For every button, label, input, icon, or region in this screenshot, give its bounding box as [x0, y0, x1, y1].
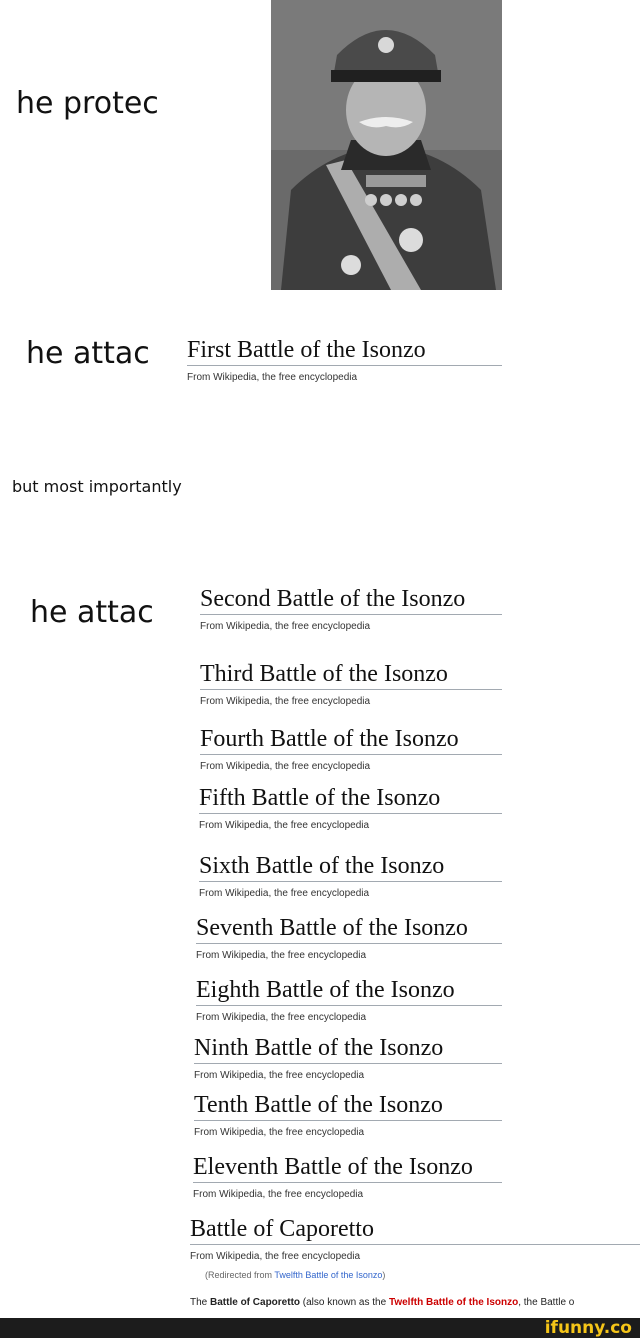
article-subtitle: From Wikipedia, the free encyclopedia — [194, 1127, 365, 1138]
article-entry — [196, 914, 502, 961]
article-entry — [200, 585, 502, 632]
article-subtitle: From Wikipedia, the free encyclopedia — [196, 950, 367, 961]
article-entry — [196, 976, 502, 1023]
article-subtitle: From Wikipedia, the free encyclopedia — [196, 1012, 367, 1023]
title-underline — [196, 1005, 502, 1006]
article-entry — [193, 1153, 502, 1200]
summary-text: (also known as the — [300, 1297, 389, 1308]
article-subtitle: From Wikipedia, the free encyclopedia — [187, 372, 358, 383]
general-portrait-illustration — [271, 0, 502, 290]
article-subtitle: From Wikipedia, the free encyclopedia — [199, 820, 370, 831]
title-underline — [200, 689, 502, 690]
article-entry — [194, 1091, 502, 1138]
title-underline — [199, 813, 502, 814]
article-title[interactable]: Tenth Battle of the Isonzo — [194, 1092, 443, 1118]
article-subtitle: From Wikipedia, the free encyclopedia — [194, 1070, 365, 1081]
article-subtitle: From Wikipedia, the free encyclopedia — [200, 621, 371, 632]
article-entry — [200, 660, 502, 707]
article-title[interactable]: Sixth Battle of the Isonzo — [199, 853, 445, 879]
article-entry — [199, 852, 502, 899]
caption-he-protec: he protec — [16, 86, 159, 121]
article-subtitle: From Wikipedia, the free encyclopedia — [193, 1189, 364, 1200]
article-title[interactable]: Eleventh Battle of the Isonzo — [193, 1154, 473, 1180]
article-title[interactable]: Seventh Battle of the Isonzo — [196, 915, 468, 941]
title-underline — [190, 1244, 640, 1245]
redirect-link[interactable]: Twelfth Battle of the Isonzo — [274, 1270, 383, 1280]
article-title[interactable]: Third Battle of the Isonzo — [200, 661, 448, 687]
article-subtitle: From Wikipedia, the free encyclopedia — [190, 1251, 361, 1262]
article-entry — [187, 336, 502, 383]
article-subtitle: From Wikipedia, the free encyclopedia — [199, 888, 370, 899]
title-underline — [187, 365, 502, 366]
article-subtitle: From Wikipedia, the free encyclopedia — [200, 696, 371, 707]
summary-text: , the Battle o — [518, 1297, 575, 1308]
ifunny-logo: ifunny.co — [544, 1318, 632, 1338]
watermark-bar — [0, 1318, 640, 1338]
title-underline — [200, 614, 502, 615]
article-title[interactable]: Eighth Battle of the Isonzo — [196, 977, 455, 1003]
title-underline — [194, 1063, 502, 1064]
article-entry — [194, 1034, 502, 1081]
article-title[interactable]: Fifth Battle of the Isonzo — [199, 785, 441, 811]
article-entry — [190, 1215, 640, 1262]
article-title[interactable]: First Battle of the Isonzo — [187, 337, 426, 363]
title-underline — [194, 1120, 502, 1121]
caption-but-most-importantly: but most importantly — [12, 477, 182, 496]
article-title[interactable]: Fourth Battle of the Isonzo — [200, 726, 459, 752]
caption-he-attac-2: he attac — [30, 595, 154, 630]
title-underline — [193, 1182, 502, 1183]
redirect-note — [205, 1270, 385, 1280]
redirect-prefix: (Redirected from — [205, 1270, 275, 1280]
caption-he-attac-1: he attac — [26, 336, 150, 371]
article-title[interactable]: Battle of Caporetto — [190, 1216, 374, 1242]
article-summary — [190, 1297, 574, 1308]
title-underline — [199, 881, 502, 882]
article-entry — [199, 784, 502, 831]
redirect-suffix: ) — [382, 1270, 386, 1280]
title-underline — [200, 754, 502, 755]
article-entry — [200, 725, 502, 772]
article-title[interactable]: Ninth Battle of the Isonzo — [194, 1035, 444, 1061]
summary-highlight: Twelfth Battle of the Isonzo — [388, 1297, 519, 1308]
summary-bold-title: Battle of Caporetto — [210, 1297, 301, 1308]
article-title[interactable]: Second Battle of the Isonzo — [200, 586, 466, 612]
summary-text: The — [190, 1297, 211, 1308]
title-underline — [196, 943, 502, 944]
general-portrait-photo — [271, 0, 502, 290]
article-subtitle: From Wikipedia, the free encyclopedia — [200, 761, 371, 772]
